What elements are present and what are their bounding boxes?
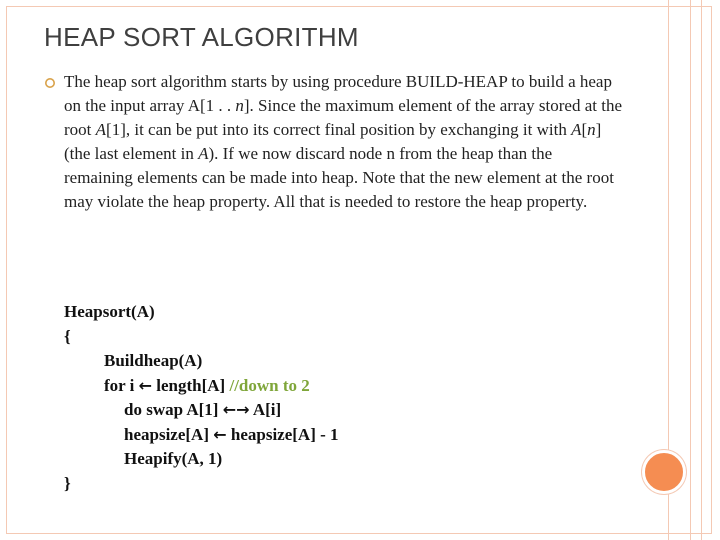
decorative-side-line	[690, 0, 691, 540]
paragraph-text: ] (the last element in	[64, 120, 602, 163]
italic-a: A	[571, 120, 582, 139]
code-text: length[A]	[152, 375, 230, 395]
code-text: A[i]	[249, 400, 282, 419]
paragraph-text: ). If we now discard node n from the heap than the remaining elements can be made into heap. Note that the new element at the root may violate the heap property. All that is needed to restore the heap property.	[64, 144, 614, 211]
code-line-for	[64, 374, 339, 399]
code-line-heapsort: Heapsort(A)	[64, 302, 155, 321]
left-arrow-icon: ←	[213, 424, 227, 444]
paragraph-text: ]. Since the maximum element of the array stored at the root	[64, 96, 623, 139]
paragraph-text: [	[581, 120, 588, 139]
body-paragraph	[64, 70, 624, 214]
code-line-heapify: Heapify(A, 1)	[124, 449, 223, 468]
left-arrow-icon: ←	[138, 375, 153, 395]
italic-a: A	[198, 144, 209, 163]
code-line-heapsize	[64, 423, 339, 448]
code-open-brace: {	[64, 326, 71, 346]
italic-n: n	[235, 96, 244, 115]
code-text: do swap A[1]	[124, 400, 223, 419]
paragraph-text: The heap sort algorithm starts by using procedure BUILD-HEAP to build a heap on the input array A[1 . .	[64, 72, 612, 115]
code-text: for i	[104, 375, 139, 395]
orange-circle-icon	[642, 450, 686, 494]
code-text: heapsize[A] - 1	[226, 424, 339, 444]
code-line-swap	[64, 398, 339, 423]
double-arrow-icon: ←→	[222, 400, 250, 419]
code-close-brace: }	[64, 473, 71, 493]
slide-title: HEAP SORT ALGORITHM	[44, 22, 359, 52]
code-text: heapsize[A]	[124, 424, 214, 444]
code-line-buildheap: Buildheap(A)	[104, 351, 203, 370]
ring-bullet-icon	[44, 77, 56, 89]
code-comment: //down to 2	[229, 375, 310, 395]
paragraph-text: [1], it can be put into its correct final position by exchanging it with	[106, 120, 572, 139]
italic-n: n	[587, 120, 596, 139]
italic-a: A	[95, 120, 107, 139]
pseudocode-block	[64, 300, 339, 496]
